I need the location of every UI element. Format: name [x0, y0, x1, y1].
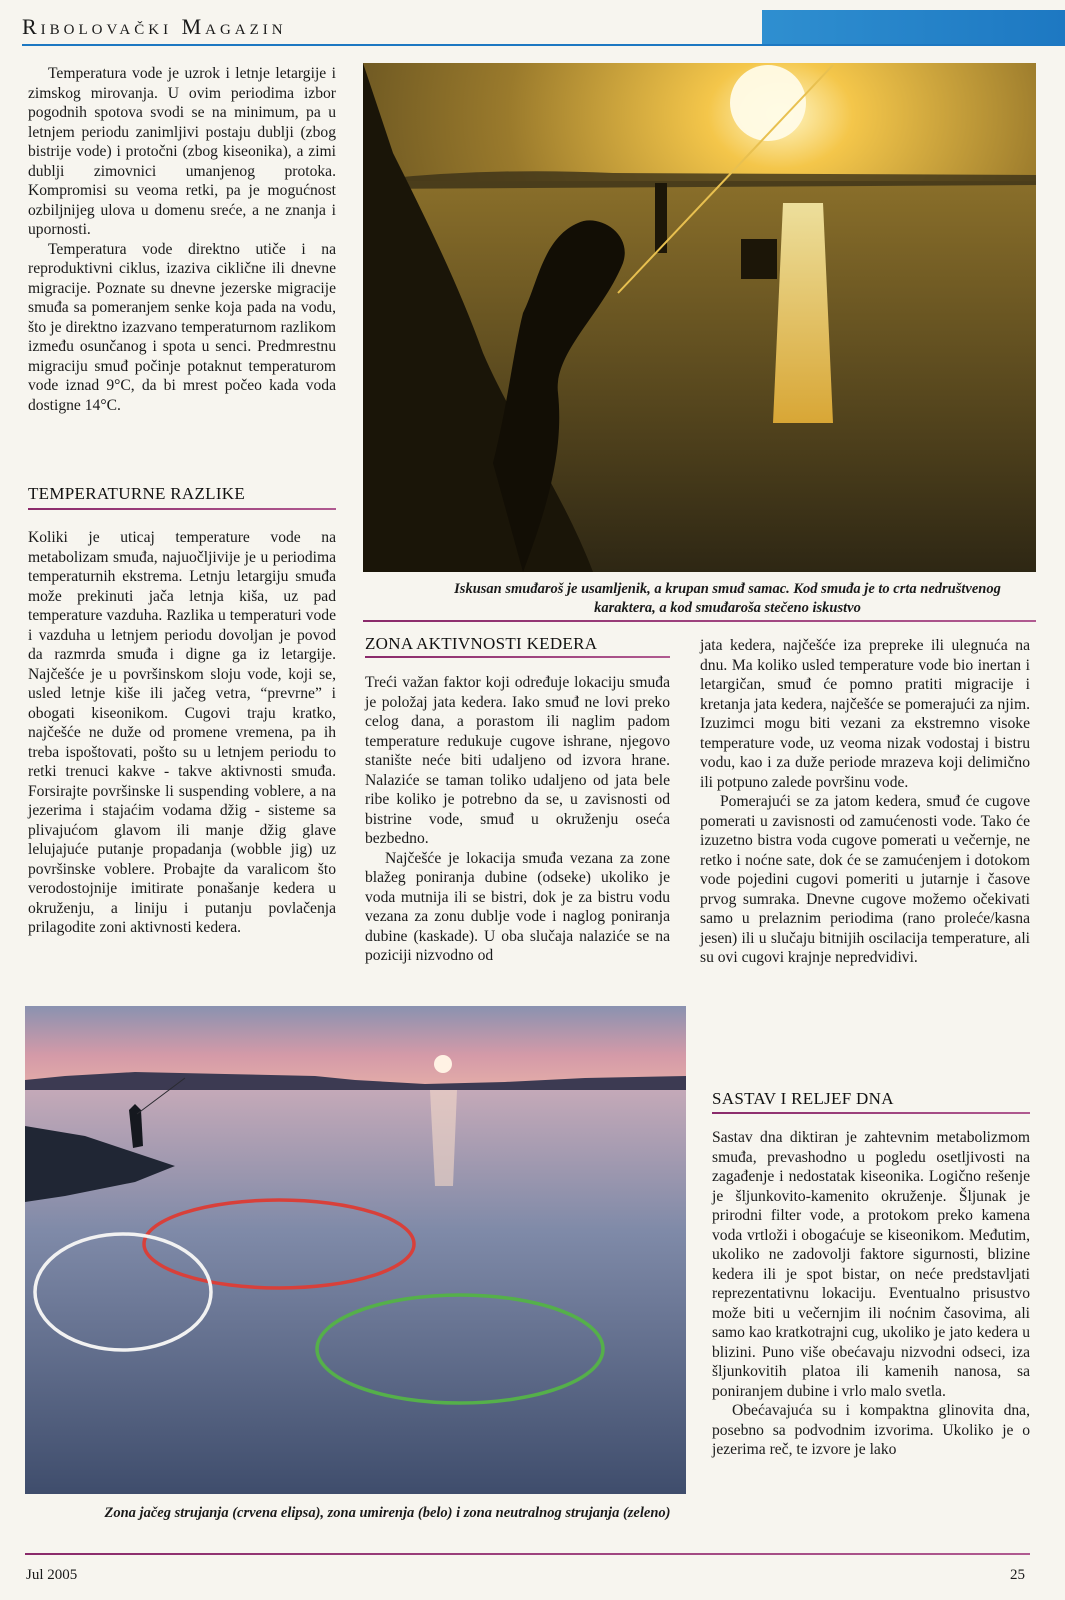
paragraph: Koliki je uticaj temperature vode na metabolizam smuđa, najuočljivije je u periodima temperaturnih ekstrema. Letnju letargiju smuđa može prekinuti jača letnja kiša, uz pad temperature vazduha. Razlika u temperaturi vode i vazduha u letnjem periodu dovoljan je povod da razmrda smuđa i digne ga iz letargije. Najčešće je u površinskom sloju vode, koji se, usled letnje kiše ili jačeg vetra, “prevrne” i obogati kiseonikom. Cugovi traju kratko, najčešće ne duže od promene vremena, pa ih treba ispoštovati, pošto su u letnjem periodu to retki trenuci kakve - takve aktivnosti smuđa. Forsirajte površinske li suspending voblere, a na jezerima i stajaćim vodama džig - sisteme sa plivajućom glavom ili manje džig glave lelujajuće putanje propadanja (wobble jig) uz površinske voblere. Probajte da varalicom što verodostojnije imitirate ponašanje kedera u okruženju, a liniju i putanju povlačenja prilagodite zoni aktivnosti kedera. [28, 529, 336, 936]
header-rule [22, 44, 1065, 46]
footer-page-number: 25 [1010, 1567, 1025, 1583]
paragraph: Sastav dna diktiran je zahtevnim metabolizmom smuđa, prevashodno u pogledu osetljivosti na zagađenje i nedostatak kiseonika. Logično rešenje je šljunkovito-kamenito okruženje. Šljunak je prirodni filter vode, a protokom preko kamena voda vrtloži i obogaćuje se kiseonikom. Međutim, ukoliko ne zadovolji faktore sigurnosti, blizine kedera ili je spot bistar, on neće predstavljati reprezentativnu lokaciju. Eventualno prisustvo može biti u večernjim ili noćnim časovima, ali samo kao kratkotrajni cug, ukoliko je jato kedera u blizini. Puno više obećavaju nizvodni odseci, iza šljunkovitih platoa ili kamenih nanosa, sa poniranjem dubine i vrlo malo svetla. [712, 1129, 1030, 1400]
column-right-top [700, 636, 1030, 968]
column-left-bottom [28, 528, 336, 938]
sunset-angler-illustration [363, 63, 1036, 572]
paragraph: Najčešće je lokacija smuđa vezana za zone blažeg poniranja dubine (odseke) ukoliko je voda mutnija ili se bistri, dok je za bistru vodu vezana za zonu dublje vode i naglog poniranja dubine (kaskade). U oba slučaja nalaziće se na poziciji nizvodno od [365, 849, 670, 964]
paragraph: Obećavajuća su i kompaktna glinovita dna, posebno sa podvodnim izvorima. Ukoliko je o jezerima reč, te izvore je lako [712, 1402, 1030, 1458]
river-zones-illustration [25, 1006, 686, 1494]
section-heading-temperaturne: TEMPERATURNE RAZLIKE [28, 484, 246, 503]
photo2-caption: Zona jačeg strujanja (crvena elipsa), zona umirenja (belo) i zona neutralnog strujanja (zeleno) [104, 1505, 671, 1521]
column-middle [365, 673, 670, 966]
magazine-title: Ribolovački Magazin [22, 14, 287, 39]
paragraph: Pomerajući se za jatom kedera, smuđ će cugove pomerati u zavisnosti od zamućenosti vode. Tako će izuzetno bistra voda cugove pomerati u večernje, ne retko i noćne sate, dok će se zamućenjem i dotokom vode pojedini cugovi pomeriti u jutarnje i časove prvog sumraka. Dnevne cugove možemo očekivati samo u prelaznim periodima (rano proleće/kasna jesen) ili u slučaju bitnijih oscilacija temperature, ali su ovi cugovi krajnje nepredvidivi. [700, 793, 1030, 966]
heading-rule [28, 508, 336, 510]
heading-rule [712, 1112, 1030, 1114]
paragraph: Temperatura vode je uzrok i letnje letargije i zimskog mirovanja. U ovim periodima izbor pogodnih spotova svodi se na minimum, pa u letnjem periodu zanimljivi postaju dublji (zbog bistrije vode) i protočni (zbog kiseonika), a zimi dublji zimovnici umanjenog protoka. Kompromisi su veoma retki, pa je mogućnost ozbiljnijeg ulova u domenu sreće, a ne znanja i upornosti. [28, 65, 336, 238]
column-right-bottom [712, 1128, 1030, 1460]
section-heading-sastav: SASTAV I RELJEF DNA [712, 1089, 894, 1108]
column-left-top [28, 64, 336, 415]
caption-rule [25, 1553, 1030, 1555]
photo1-caption: Iskusan smuđaroš je usamljenik, a krupan smuđ samac. Kod smuđa je to crta nedruštvenog karaktera, a kod smuđaroša stečeno iskustvo [454, 581, 1001, 616]
paragraph: Temperatura vode direktno utiče i na reproduktivni ciklus, izaziva ciklične ili dnevne migracije. Poznate su dnevne jezerske migracije smuđa sa pomeranjem senke koja pada na vodu, što je direktno izazvano temperaturnom razlikom između osunčanog i spota u senci. Predmrestnu migraciju smuđ počinje potaknut temperaturom vode iznad 9°C, da bi mrest počeo kada voda dostigne 14°C. [28, 240, 336, 414]
paragraph: Treći važan faktor koji određuje lokaciju smuđa je položaj jata kedera. Iako smuđ ne lovi preko celog dana, a porastom ili naglim padom temperature redukuje cugove ishrane, njegovo stanište neće biti udaljeno od izvora hrane. Nalaziće se taman toliko udaljeno od jata bele ribe koliko je potrebno da se, u zavisnosti od bistrine vode, smuđ u okruženju oseća bezbedno. [365, 674, 670, 847]
footer-issue: Jul 2005 [26, 1567, 78, 1583]
photo-angler-sunset [363, 63, 1036, 572]
heading-rule [365, 656, 670, 658]
paragraph: jata kedera, najčešće iza prepreke ili ulegnuća na dnu. Ma koliko usled temperature vode bio inertan i letargičan, smuđ će pomno pratiti migracije i kretanja jata kedera, najčešće se pomerajući za njim. Izuzimci mogu biti vezani za ekstremno visoke temperature vode, uz veoma nizak vodostaj i bistru vodu, kao i za duže periode mrazeva koji delimično ili potpuno zalede površinu vode. [700, 637, 1030, 791]
photo-river-zones [25, 1006, 686, 1494]
section-heading-zona: ZONA AKTIVNOSTI KEDERA [365, 634, 598, 653]
caption-rule [363, 620, 1036, 622]
header-color-bar [762, 10, 1065, 44]
